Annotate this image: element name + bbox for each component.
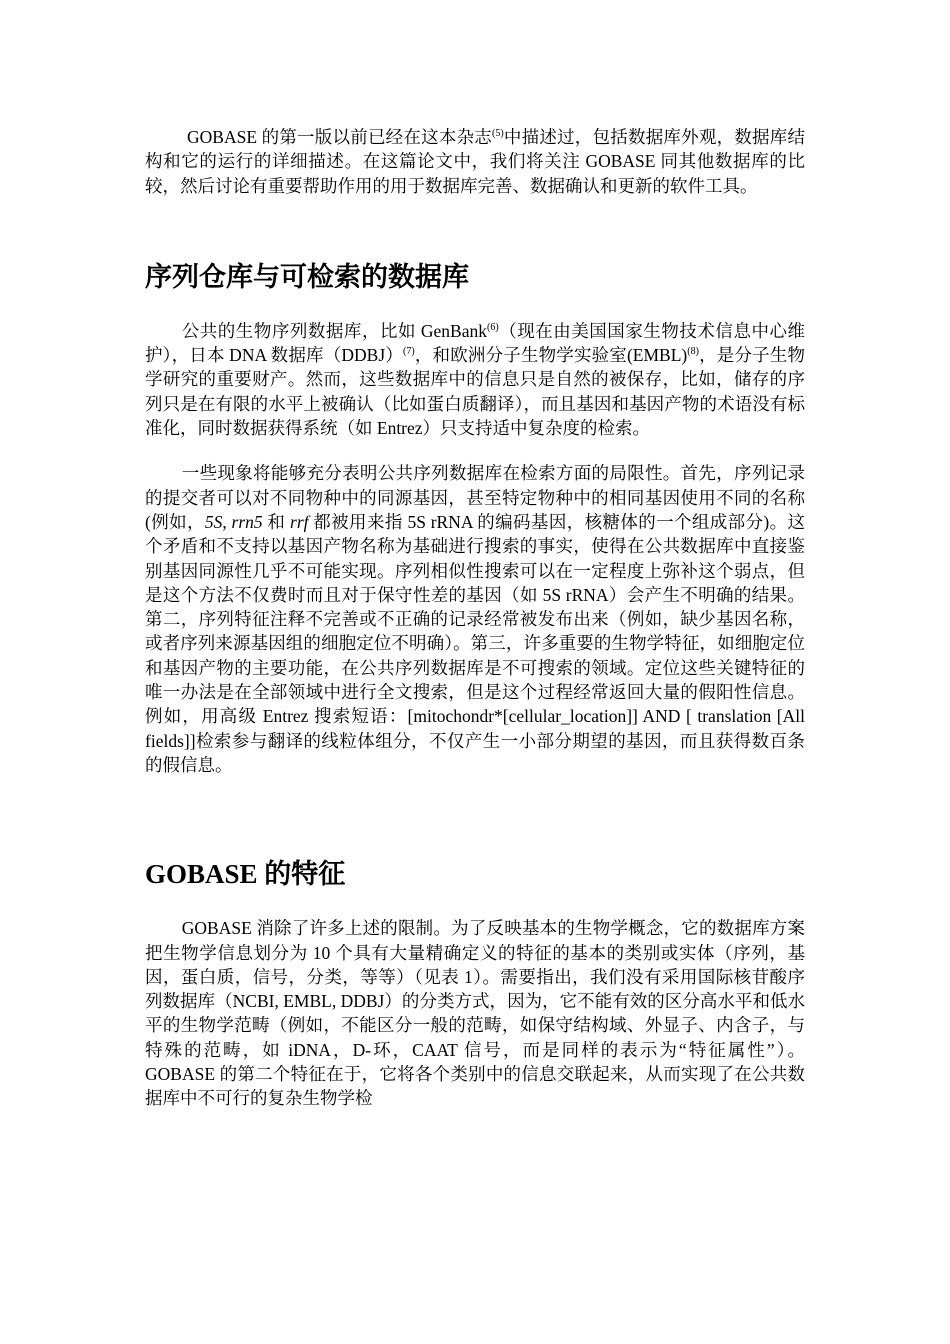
text-span: ，和欧洲分子生物学实验室(EMBL): [414, 345, 688, 366]
section-heading-gobase-features: GOBASE 的特征: [145, 859, 346, 890]
text-span: 都被用来指 5S rRNA 的编码基因，核糖体的一个组成部分)。这个矛盾和不支持以基因产物名称为基础进行搜索的事实，使得在公共数据库中直接鉴别基因同源性几乎不可能实现。序列相似性搜索可以在一定程度上弥补这个弱点，但是这个方法不仅费时而且对于保守性差的基因（如 5S rRNA）会产生不明确的结果。第二，序列特征注释不完善或不正确的记录经常被发布出来（例如，缺少基因名称，或者序列来源基因组的细胞定位不明确）。第三，许多重要的生物学特征，如细胞定位和基因产物的主要功能，在公共序列数据库是不可搜索的领域。定位这些关键特征的唯一办法是在全部领域中进行全文搜索，但是这个过程经常返回大量的假阳性信息。例如，用高级 Entrez 搜索短语：[mitochondr*[cellular_location]] AND [ translation [All fields]]检索参与翻译的线粒体组分，不仅产生一小部分期望的基因，而且获得数百条的假信息。: [145, 511, 806, 775]
text-span: ,: [222, 511, 232, 532]
reference-7: (7): [403, 346, 415, 358]
section-heading-sequence-repositories: 序列仓库与可检索的数据库: [145, 261, 469, 292]
reference-5: (5): [492, 128, 504, 140]
document-page: [145, 125, 805, 1111]
text-span: ，是分子生物学研究的重要财产。然而，这些数据库中的信息只是自然的被保存，比如，储存的序列只是在有限的水平上被确认（比如蛋白质翻译），而且基因和基因产物的术语没有标准化，同时数据获得系统（如 Entrez）只支持适中复杂度的检索。: [145, 345, 805, 439]
gene-name-rrf: rrf: [290, 511, 309, 532]
reference-8: (8): [687, 346, 699, 358]
text-span: 中描述过，包括数据库外观，数据库结构和它的运行的详细描述。在这篇论文中，我们将关注 GOBASE 同其他数据库的比较，然后讨论有重要帮助作用的用于数据库完善、数据确认和更新的软件工具。: [145, 127, 805, 196]
limitations-paragraph: [145, 461, 805, 777]
text-span: 一些现象将能够充分表明公共序列数据库在检索方面的局限性。首先，序列记录的提交者可以对不同物种中的同源基因，甚至特定物种中的相同基因使用不同的名称(例如，: [145, 463, 805, 532]
intro-paragraph: [145, 125, 805, 198]
text-span: （现在由美国国家生物技术信息中心维护），日本 DNA 数据库（DDBJ）: [145, 320, 805, 366]
text-span: 公共的生物序列数据库，比如 GenBank: [181, 320, 487, 341]
text-span: 和: [262, 511, 291, 532]
gobase-features-paragraph: GOBASE 消除了许多上述的限制。为了反映基本的生物学概念，它的数据库方案把生物学信息划分为 10 个具有大量精确定义的特征的基本的类别或实体（序列，基因，蛋白质，信号，分类，等等）（见表 1）。需要指出，我们没有采用国际核苷酸序列数据库（NCBI, EMBL, DDBJ）的分类方式，因为，它不能有效的区分高水平和低水平的生物学范畴（例如，不能区分一般的范畴，如保守结构域、外显子、内含子，与特殊的范畴，如 iDNA，D-环，CAAT 信号，而是同样的表示为“特征属性”）。GOBASE 的第二个特征在于，它将各个类别中的信息交联起来，从而实现了在公共数据库中不可行的复杂生物学检: [145, 918, 805, 1109]
text-span: GOBASE 的第一版以前已经在这本杂志: [187, 127, 493, 147]
public-databases-paragraph: [145, 319, 805, 440]
gene-name-5s: 5S: [204, 511, 223, 532]
gene-name-rrn5: rrn5: [231, 511, 263, 532]
reference-6: (6): [487, 322, 499, 334]
